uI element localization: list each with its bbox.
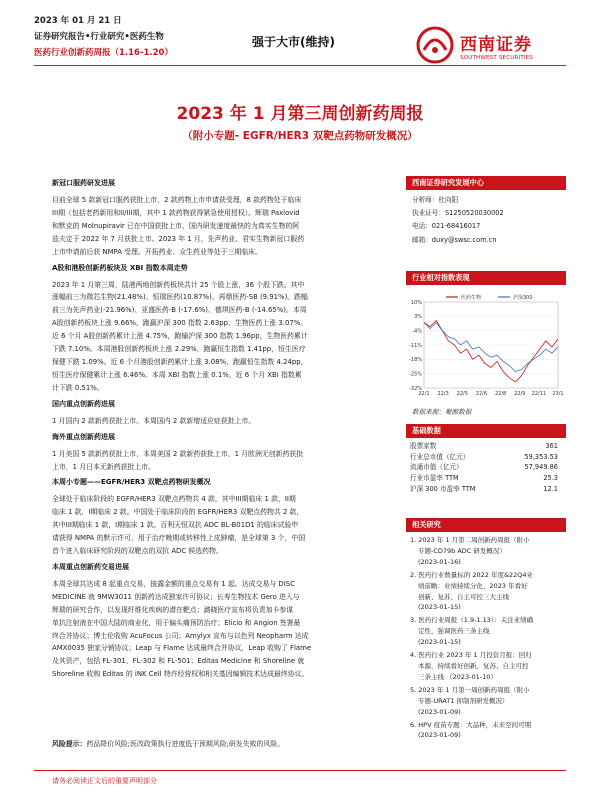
related-item-line: (2023-01-16) (418, 557, 461, 566)
body-line: 1 月国内 2 款新药获批上市。本周国内 2 款新增适应症获批上市。 (52, 416, 256, 425)
y-tick-label: 10% (410, 299, 422, 306)
x-tick-label: 22/3 (437, 391, 449, 397)
analyst-cert: 执业证号：S1250520030002 (412, 209, 504, 218)
x-tick-label: 22/1 (418, 391, 430, 397)
x-tick-label: 22/11 (531, 391, 547, 397)
series-line-pharma (424, 320, 558, 382)
related-item-line: (2023-01-09) (418, 707, 461, 716)
chart-source: 数据来源：聚源数据 (412, 408, 472, 416)
related-item-line: 3. 医药行业周报（1.9-1.13）：关注业绩确 (410, 616, 534, 625)
related-item[interactable] (410, 570, 564, 614)
basic-data-value: 361 (545, 442, 558, 450)
legend-label: 医药生物 (461, 295, 482, 301)
performance-chart (406, 290, 566, 406)
body-line: 恒生医疗保健累计上涨 6.46%。本周 XBI 指数上涨 0.1%，近 6 个月 XBI 指数累 (52, 370, 302, 379)
x-tick-label: 22/5 (456, 391, 468, 397)
y-tick-label: 3% (414, 314, 422, 321)
x-tick-label: 22/9 (514, 391, 526, 397)
related-item-line: 专题-URAT1 抑制剂研发概况） (418, 696, 509, 705)
basic-data-row (410, 484, 558, 495)
body-line: 下跌 7.10%。本周港股创新药板块上涨 2.29%，跑赢恒生指数 1.41pp，恒生医疗 (52, 345, 306, 354)
y-tick-label: -32% (409, 385, 422, 392)
related-item[interactable] (410, 650, 564, 683)
performance-chart-svg (406, 290, 566, 406)
body-line: 本周全球共达成 8 起重点交易，披露金额的重点交易有 1 起。达成交易与 DISC (52, 579, 295, 588)
body-line: 前三为先声药业(-21.96%)、亚盛医药-B (-17.6%)、德琪医药-B (-14.65%)。本周 (52, 306, 307, 315)
related-item[interactable] (410, 720, 564, 742)
section-body (52, 194, 395, 259)
page-title: 2023 年 1 月第三周创新药周报 (176, 104, 424, 124)
body-line: 其中III期临床 1 款，I期临床 1 款。百利天恒双抗 ADC BL-B01D1 的临床试验申 (52, 521, 299, 530)
body-line: 上市，1 月日本无新药获批上市。 (52, 462, 156, 471)
x-tick-label: 23/1 (552, 391, 564, 397)
header-rule (34, 65, 566, 66)
body-line: Shoreline 收购 Editas 的 iNK Cell 特许经营权和相关基因编辑技术达成最终协议。 (52, 670, 309, 679)
logo (416, 26, 533, 64)
legend-label: 沪深300 (513, 295, 533, 301)
series-line-csi300 (424, 323, 558, 372)
section-heading: 本周重点创新药交易进展 (52, 562, 129, 571)
analyst-email: 邮箱：duxy@swsc.com.cn (412, 235, 497, 244)
y-tick-label: -25% (409, 371, 422, 378)
basic-data-key: 行业市盈率 TTM (410, 474, 459, 483)
report-type: 证券研究报告•行业研究•医药生物 (34, 32, 164, 42)
x-tick-label: 22/6 (475, 391, 488, 397)
section-heading: 本周小专题——EGFR/HER3 双靶点药物研发概况 (52, 478, 211, 487)
related-item-line: 绩前瞻：业绩持续分化，2023 年看好 (418, 581, 528, 590)
related-list (410, 535, 564, 743)
related-item-line: (2023-01-15) (418, 603, 461, 612)
y-tick-label: -4% (412, 328, 422, 335)
perf-heading: 行业相对指数表现 (406, 271, 566, 285)
section-body (52, 279, 395, 395)
risk-note (52, 738, 395, 751)
analyst-phone: 电话：021-68416017 (412, 222, 481, 231)
related-item-line: 6. HPV 疫苗专题：大品种，未来空间可期 (410, 720, 532, 729)
body-line: 请获得 NMPA 的默示许可，用于治疗晚期或转移性上皮肿瘤，是全球第 3 个，中国 (52, 534, 306, 543)
x-tick-label: 22/8 (494, 391, 507, 397)
basic-data-value: 57,949.86 (524, 463, 558, 472)
analyst-name: 分析师：杜向阳 (412, 196, 459, 204)
logo-mark-icon (416, 26, 454, 64)
basic-data-value: 59,353.53 (524, 452, 558, 461)
risk-text: 药品降价风险;医改政策执行进度低于预期风险;研发失败的风险。 (86, 740, 285, 748)
basic-data-value: 12.1 (543, 484, 558, 493)
related-item-line: (2023-01-09) (418, 731, 461, 740)
section-heading: A股和港股创新药板块及 XBI 指数本周走势 (52, 263, 188, 272)
body-line: 全球处于临床阶段的 EGFR/HER3 双靶点药物共 4 款，其中III期临床 1 款，II期 (52, 495, 296, 504)
section-heading: 新冠口服药研发进展 (52, 179, 115, 187)
report-date: 2023 年 01 月 21 日 (34, 16, 122, 26)
body-line: 1 月美国 5 款新药获批上市，本周美国 2 款新药获批上市，1 月欧洲无创新药获批 (52, 449, 304, 458)
basic-data-row (410, 473, 558, 484)
logo-subtext: SOUTHWEST SECURITIES (460, 54, 534, 61)
basic-data-key: 沪深 300 市盈率 TTM (410, 484, 476, 493)
body-line: 兹夫定于 2022 年 7 月获批上市。2023 年 1 月，先声药业、君实生物新冠口服药 (52, 234, 305, 243)
body-line: 和默克的 Molnupiravir 已在中国获批上市，国内研发速度最快的为真实生物的阿 (52, 221, 300, 230)
body-line: 计下跌 0.51%。 (52, 383, 104, 392)
research-center-heading: 西南证券研究发展中心 (406, 176, 566, 190)
basic-data-key: 行业总市值（亿元） (410, 452, 470, 461)
section-body (52, 415, 395, 428)
page-subtitle: （附小专题- EGFR/HER3 双靶点药物研发概况） (182, 130, 418, 142)
section-heading: 国内重点创新药进展 (52, 399, 115, 408)
related-item[interactable] (410, 535, 564, 568)
body-line: 临床 1 款，I期临床 2 款。中国处于临床阶段的 EGFR/HER3 双靶点药物共 2 款， (52, 508, 304, 517)
related-item-line: 三条主线 （2023-01-10） (418, 672, 497, 681)
body-line: 终合并协议；博士伦收购 AcuFocus 公司；Amylyx 宣布与以色列 Neopharm 达成 (52, 631, 309, 640)
basic-data-heading: 基础数据 (406, 424, 566, 438)
body-line: AMX0035 独家分销协议；Leap 与 Flame 达成最终合并协议，Leap 收购了 Flame (52, 644, 312, 653)
body-line: 近 6 个月 A股创新药累计上涨 4.75%，跑输沪深 300 指数 1.96pp，生物医药累计 (52, 332, 308, 341)
body-line: 首个进入临床研究阶段的双靶点的双抗 ADC 候选药物。 (52, 547, 223, 556)
related-item-line: 4. 医药行业 2023 年 1 月投资月报：回归 (410, 651, 532, 660)
body-line: 保健下跌 1.09%。近 6 个月港股创新药累计上涨 3.08%，跑赢恒生指数 4.24pp， (52, 357, 308, 366)
basic-data-key: 流通市值（亿元） (410, 463, 463, 472)
basic-data-row (410, 441, 558, 452)
related-item-line: 1. 2023 年 1 月第二周创新药周报（附小 (410, 536, 530, 544)
rating: 强于大市(维持) (252, 35, 335, 49)
body-line: 单抗注射液在中国大陆的商业化，用于偏头痛预防治疗；Elicio 和 Angion 签署最 (52, 618, 301, 627)
body-line: A股创新药板块上涨 9.66%，跑赢沪深 300 指数 2.63pp，生物医药上涨 3.07%。 (52, 319, 308, 328)
related-item-line: 定性，强调医药三条主线 (418, 627, 490, 636)
related-item-line: 本源，持续看好创新、复苏、自主可控 (418, 661, 529, 670)
body-line: 及其资产，包括 FL-301、FL-302 和 FL-501；Editas Medicine 和 Shoreline 就 (52, 657, 305, 666)
logo-text: 西南证券 (460, 34, 532, 55)
body-line: III期（包括老药新用和II/III期，其中 1 款药物获得紧急使用授权）。辉瑞 Paxlovid (52, 208, 300, 217)
related-item-line: 专题-CD79b ADC 研发概况） (418, 546, 506, 555)
y-tick-label: -11% (409, 342, 422, 349)
basic-data-row (410, 462, 558, 473)
main-column (52, 178, 395, 685)
related-heading: 相关研究 (406, 518, 566, 532)
report-series: 医药行业创新药周报（1.16-1.20） (34, 48, 173, 58)
y-tick-label: -18% (409, 357, 422, 364)
risk-label: 风险提示： (52, 740, 87, 748)
section-heading: 海外重点创新药进展 (52, 432, 115, 441)
related-item[interactable] (410, 685, 564, 718)
related-item-line: 5. 2023 年 1 月第一周创新药周报（附小 (410, 685, 530, 694)
basic-data-value: 25.3 (543, 474, 558, 483)
basic-data-row (410, 452, 558, 463)
sidebar (406, 176, 566, 247)
basic-data-key: 股票家数 (410, 442, 437, 450)
footer-rule (34, 770, 566, 771)
related-item-line: (2023-01-15) (418, 638, 461, 647)
related-item-line: 创新、复苏、自主可控三大主线 (418, 592, 509, 601)
section-body (52, 578, 395, 681)
body-line: 辉瑞的研究合作，以发现纤维化疾病的潜在靶点；潞晓医疗宣布将负责加卡参谋 (52, 605, 294, 614)
section-body (52, 493, 395, 558)
basic-data-table (410, 441, 558, 495)
body-line: 上市申请前后获 NMPA 受理。开拓药业、众生药业等处于三期临床。 (52, 247, 262, 256)
body-line: 目前全球 5 款新冠口服药获批上市，2 款药物上市申请获受理，8 款药物处于临床 (52, 196, 302, 204)
body-line: MEDICINE 就 9MW3011 创新药达成独家许可协议；长寿生物技术 Gero 进入与 (52, 592, 300, 601)
related-item-line: 2. 医药行业数量标的 2022 年度&22Q4业 (410, 570, 534, 579)
section-body (52, 448, 395, 474)
related-item[interactable] (410, 615, 564, 648)
footer-disclaimer: 请务必阅读正文后的重要声明部分 (52, 777, 157, 785)
body-line: 涨幅前三为微芯生物(21.48%)、恒瑞医药(10.87%)、再鼎医药-SB (9.91%)。跌幅 (52, 293, 308, 302)
body-line: 2023 年 1 月第三周，陆港两地创新药板块共计 25 个股上涨，36 个股下跌。其中 (52, 280, 305, 289)
